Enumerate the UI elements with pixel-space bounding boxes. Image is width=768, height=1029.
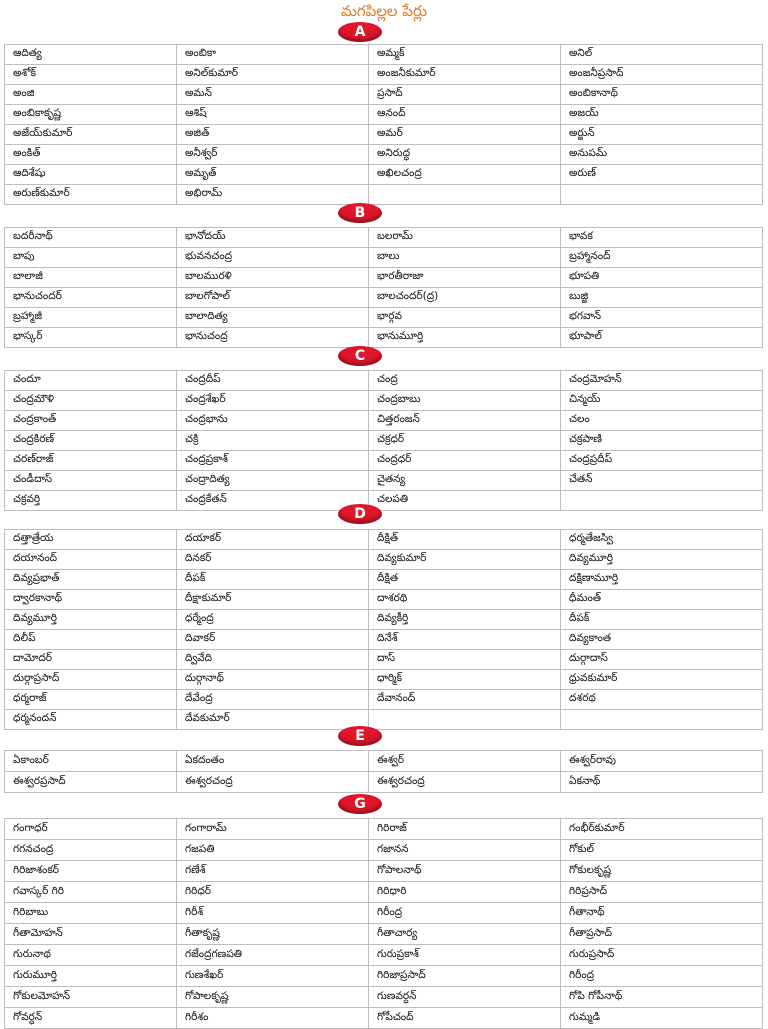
names-table-c xyxy=(4,370,763,511)
name-cell: గీతాకృష్ణ xyxy=(177,924,369,945)
name-cell: చిత్తరంజన్ xyxy=(369,411,561,431)
name-cell xyxy=(561,710,763,730)
name-cell: బాలాజీ xyxy=(5,268,177,288)
name-cell: అమర్ xyxy=(369,125,561,145)
table-row xyxy=(5,819,763,840)
name-cell xyxy=(369,185,561,205)
table-row xyxy=(5,751,763,772)
table-row xyxy=(5,530,763,550)
name-cell: గంగాధర్ xyxy=(5,819,177,840)
table-row xyxy=(5,1008,763,1029)
name-cell: భూపతి xyxy=(561,268,763,288)
name-cell: దయాకర్ xyxy=(177,530,369,550)
section-badge-d: D xyxy=(338,504,382,524)
section-badge-b: B xyxy=(338,203,382,223)
name-cell: గిరీశం xyxy=(177,1008,369,1029)
table-row xyxy=(5,670,763,690)
table-row xyxy=(5,125,763,145)
name-cell: చంద్రప్రదీప్ xyxy=(561,451,763,471)
name-cell: బాలమురళి xyxy=(177,268,369,288)
name-cell: బాపు xyxy=(5,248,177,268)
name-cell: చండీదాస్ xyxy=(5,471,177,491)
name-cell: గోపాలకృష్ణ xyxy=(177,987,369,1008)
name-cell: గోకుల్ xyxy=(561,840,763,861)
table-row xyxy=(5,903,763,924)
name-cell: అనిల్ xyxy=(561,45,763,65)
name-cell: దుర్గాప్రసాద్ xyxy=(5,670,177,690)
table-row xyxy=(5,945,763,966)
name-cell: చంద్రశేఖర్ xyxy=(177,391,369,411)
name-cell: గంభీర్‌కుమార్ xyxy=(561,819,763,840)
name-cell: దివ్యప్రభాత్ xyxy=(5,570,177,590)
name-cell: గిరీంద్ర xyxy=(369,903,561,924)
name-cell: గోపీచంద్ xyxy=(369,1008,561,1029)
table-row xyxy=(5,145,763,165)
table-row xyxy=(5,650,763,670)
name-cell: అంజి xyxy=(5,85,177,105)
table-row xyxy=(5,570,763,590)
names-table-b xyxy=(4,227,763,348)
name-cell: చంద్ర xyxy=(369,371,561,391)
name-cell: చంద్రప్రకాశ్ xyxy=(177,451,369,471)
name-cell xyxy=(561,491,763,511)
name-cell: బాలు xyxy=(369,248,561,268)
table-row xyxy=(5,288,763,308)
name-cell: భానుమూర్తి xyxy=(369,328,561,348)
section-badge-c: C xyxy=(338,346,382,366)
name-cell: గజానన xyxy=(369,840,561,861)
name-cell: చరణ్‌రాజ్ xyxy=(5,451,177,471)
name-cell: ధ్రువకుమార్ xyxy=(561,670,763,690)
name-cell: ఆదిత్య xyxy=(5,45,177,65)
name-cell: ఈశ్వరచంద్ర xyxy=(177,772,369,793)
name-cell: బాలగోపాల్ xyxy=(177,288,369,308)
table-row xyxy=(5,248,763,268)
name-cell: ఏకాంబర్ xyxy=(5,751,177,772)
name-cell: గోకులమోహన్ xyxy=(5,987,177,1008)
name-cell: దేవకుమార్ xyxy=(177,710,369,730)
name-cell: ఏకదంతం xyxy=(177,751,369,772)
name-cell: దుర్గాదాస్ xyxy=(561,650,763,670)
name-cell: ఏకనాథ్ xyxy=(561,772,763,793)
name-cell: అంజనీప్రసాద్ xyxy=(561,65,763,85)
name-cell: ప్రసాద్ xyxy=(369,85,561,105)
name-cell: గోపాలనాథ్ xyxy=(369,861,561,882)
name-cell: గుణవర్ధన్ xyxy=(369,987,561,1008)
name-cell: చంద్రకాంత్ xyxy=(5,411,177,431)
table-row xyxy=(5,471,763,491)
name-cell: ఆశిష్ xyxy=(177,105,369,125)
name-cell: దేవేంద్ర xyxy=(177,690,369,710)
name-cell: అరుణ్‌కుమార్ xyxy=(5,185,177,205)
table-row xyxy=(5,165,763,185)
name-cell: దామోదర్ xyxy=(5,650,177,670)
name-cell: దీపక్ xyxy=(561,610,763,630)
table-row xyxy=(5,328,763,348)
table-row xyxy=(5,371,763,391)
name-cell: అజయ్ xyxy=(561,105,763,125)
name-cell: అంబికానాథ్ xyxy=(561,85,763,105)
table-row xyxy=(5,85,763,105)
name-cell: అంబికాకృష్ణ xyxy=(5,105,177,125)
name-cell: చైతన్య xyxy=(369,471,561,491)
table-row xyxy=(5,65,763,85)
name-cell: దక్షిణామూర్తి xyxy=(561,570,763,590)
name-cell: దుర్గానాథ్ xyxy=(177,670,369,690)
name-cell: అనిల్‌కుమార్ xyxy=(177,65,369,85)
name-cell: ధార్మిక్ xyxy=(369,670,561,690)
name-cell: ఈశ్వరచంద్ర xyxy=(369,772,561,793)
name-cell: దివ్యకీర్తి xyxy=(369,610,561,630)
name-cell: భార్గవ xyxy=(369,308,561,328)
name-cell: అజిత్ xyxy=(177,125,369,145)
name-cell: దత్తాత్రేయ xyxy=(5,530,177,550)
name-cell: ఈశ్వర్‌రావు xyxy=(561,751,763,772)
names-table-e xyxy=(4,750,763,793)
table-row xyxy=(5,924,763,945)
name-cell: అంకిత్ xyxy=(5,145,177,165)
table-row xyxy=(5,630,763,650)
name-cell: దేవానంద్ xyxy=(369,690,561,710)
name-cell: గిరిధారి xyxy=(369,882,561,903)
name-cell: గీతాచార్య xyxy=(369,924,561,945)
name-cell: చక్రపాణి xyxy=(561,431,763,451)
name-cell: గుణశేఖర్ xyxy=(177,966,369,987)
name-cell: భావక xyxy=(561,228,763,248)
name-cell: అజేయ్‌కుమార్ xyxy=(5,125,177,145)
name-cell: గిరిజాప్రసాద్ xyxy=(369,966,561,987)
name-cell: అఖిలచంద్ర xyxy=(369,165,561,185)
name-cell: చంద్రమోహన్ xyxy=(561,371,763,391)
name-cell: ఆనంద్ xyxy=(369,105,561,125)
table-row xyxy=(5,431,763,451)
name-cell: బ్రహ్మాజీ xyxy=(5,308,177,328)
name-cell: గజపతి xyxy=(177,840,369,861)
name-cell: గణేశ్ xyxy=(177,861,369,882)
name-cell xyxy=(369,710,561,730)
name-cell: బ్రహ్మానంద్ xyxy=(561,248,763,268)
name-cell: ధీమంత్ xyxy=(561,590,763,610)
name-cell: గోపి గోపీనాథ్ xyxy=(561,987,763,1008)
name-cell: చంద్రకిరణ్ xyxy=(5,431,177,451)
name-cell: దశరథ xyxy=(561,690,763,710)
name-cell: దివాకర్ xyxy=(177,630,369,650)
name-cell: అరుణ్ xyxy=(561,165,763,185)
name-cell: గవాస్కర్ గిరి xyxy=(5,882,177,903)
table-row xyxy=(5,268,763,288)
name-cell: దాశరథి xyxy=(369,590,561,610)
name-cell: ధర్మతేజస్వి xyxy=(561,530,763,550)
name-cell: భానుచందర్ xyxy=(5,288,177,308)
name-cell: గురునాథ xyxy=(5,945,177,966)
name-cell: ధర్మరాజ్ xyxy=(5,690,177,710)
name-cell: గురుప్రకాశ్ xyxy=(369,945,561,966)
table-row xyxy=(5,308,763,328)
name-cell: చంద్రభాను xyxy=(177,411,369,431)
name-cell: దీక్షిత్ xyxy=(369,530,561,550)
table-row xyxy=(5,861,763,882)
name-cell: అనుపమ్ xyxy=(561,145,763,165)
name-cell: ద్వారకానాథ్ xyxy=(5,590,177,610)
name-cell: బుజ్జి xyxy=(561,288,763,308)
table-row xyxy=(5,411,763,431)
name-cell: దివ్యమూర్తి xyxy=(5,610,177,630)
name-cell: గీతామోహన్ xyxy=(5,924,177,945)
names-table-g xyxy=(4,818,763,1029)
name-cell: గిరిబాబు xyxy=(5,903,177,924)
name-cell: భానుచంద్ర xyxy=(177,328,369,348)
name-cell: చలపతి xyxy=(369,491,561,511)
name-cell: గోకులకృష్ణ xyxy=(561,861,763,882)
name-cell: చంద్రధర్ xyxy=(369,451,561,471)
table-row xyxy=(5,710,763,730)
name-cell: దాస్ xyxy=(369,650,561,670)
name-cell: భూపాల్ xyxy=(561,328,763,348)
name-cell: ఈశ్వర్ xyxy=(369,751,561,772)
name-cell: చేతన్ xyxy=(561,471,763,491)
name-cell: బాలాదిత్య xyxy=(177,308,369,328)
name-cell: అమన్ xyxy=(177,85,369,105)
name-cell: గిరిప్రసాద్ xyxy=(561,882,763,903)
name-cell: గురుప్రసాద్ xyxy=(561,945,763,966)
name-cell: గీతానాథ్ xyxy=(561,903,763,924)
name-cell: భువనచంద్ర xyxy=(177,248,369,268)
name-cell: చక్రి xyxy=(177,431,369,451)
table-row xyxy=(5,491,763,511)
name-cell: చంద్రాదిత్య xyxy=(177,471,369,491)
name-cell: అంబికా xyxy=(177,45,369,65)
name-cell: బలరామ్ xyxy=(369,228,561,248)
name-cell: గజేంద్రగణపతి xyxy=(177,945,369,966)
name-cell: బాలచందర్(ద్ర) xyxy=(369,288,561,308)
table-row xyxy=(5,228,763,248)
name-cell: చలం xyxy=(561,411,763,431)
name-cell: దిలీప్ xyxy=(5,630,177,650)
name-cell: భానోదయ్ xyxy=(177,228,369,248)
names-table-a xyxy=(4,44,763,205)
name-cell: దీపక్ xyxy=(177,570,369,590)
name-cell: దినేశ్ xyxy=(369,630,561,650)
name-cell: గిరిరాజ్ xyxy=(369,819,561,840)
names-table-d xyxy=(4,529,763,730)
table-row xyxy=(5,840,763,861)
section-badge-g: G xyxy=(338,794,382,814)
table-row xyxy=(5,451,763,471)
table-row xyxy=(5,391,763,411)
section-badge-a: A xyxy=(338,22,382,42)
name-cell: అంజనీకుమార్ xyxy=(369,65,561,85)
name-cell: అశోక్ xyxy=(5,65,177,85)
name-cell: చంద్రకేతన్ xyxy=(177,491,369,511)
name-cell: గిరీంద్ర xyxy=(561,966,763,987)
name-cell: భగవాన్ xyxy=(561,308,763,328)
name-cell: గగనచంద్ర xyxy=(5,840,177,861)
name-cell: దీక్షిత xyxy=(369,570,561,590)
name-cell: అర్జున్ xyxy=(561,125,763,145)
name-cell: గుమ్మడి xyxy=(561,1008,763,1029)
name-cell: దివ్యమూర్తి xyxy=(561,550,763,570)
name-cell: గిరిజాశంకర్ xyxy=(5,861,177,882)
name-cell: అభిరామ్ xyxy=(177,185,369,205)
table-row xyxy=(5,772,763,793)
name-cell: గంగారామ్ xyxy=(177,819,369,840)
name-cell: అమృత్ xyxy=(177,165,369,185)
name-cell: భాస్కర్ xyxy=(5,328,177,348)
name-cell: దివ్యకాంత xyxy=(561,630,763,650)
name-cell: గోవర్ధన్ xyxy=(5,1008,177,1029)
table-row xyxy=(5,185,763,205)
table-row xyxy=(5,105,763,125)
name-cell: అనీశ్వర్ xyxy=(177,145,369,165)
table-row xyxy=(5,45,763,65)
name-cell: ఈశ్వరప్రసాద్ xyxy=(5,772,177,793)
name-cell: అనిరుద్ధ xyxy=(369,145,561,165)
name-cell: గురుమూర్తి xyxy=(5,966,177,987)
name-cell: చక్రవర్తి xyxy=(5,491,177,511)
table-row xyxy=(5,987,763,1008)
table-row xyxy=(5,590,763,610)
table-row xyxy=(5,690,763,710)
name-cell: చిన్మయ్ xyxy=(561,391,763,411)
name-cell: ధర్మేంద్ర xyxy=(177,610,369,630)
name-cell: దయానంద్ xyxy=(5,550,177,570)
table-row xyxy=(5,550,763,570)
name-cell: ద్వివేది xyxy=(177,650,369,670)
name-cell: చందూ xyxy=(5,371,177,391)
table-row xyxy=(5,882,763,903)
table-row xyxy=(5,610,763,630)
name-cell: చంద్రబాబు xyxy=(369,391,561,411)
name-cell: దినకర్ xyxy=(177,550,369,570)
name-cell: భారతీరాజా xyxy=(369,268,561,288)
name-cell: అమ్మక్ xyxy=(369,45,561,65)
name-cell: ఆదిశేషు xyxy=(5,165,177,185)
name-cell: బదరీనాథ్ xyxy=(5,228,177,248)
table-row xyxy=(5,966,763,987)
name-cell: దీక్షాకుమార్ xyxy=(177,590,369,610)
name-cell: దివ్యకుమార్ xyxy=(369,550,561,570)
name-cell: గిరీశ్ xyxy=(177,903,369,924)
name-cell xyxy=(561,185,763,205)
name-cell: చంద్రమౌళి xyxy=(5,391,177,411)
name-cell: చక్రధర్ xyxy=(369,431,561,451)
name-cell: గీతాప్రసాద్ xyxy=(561,924,763,945)
name-cell: ధర్మనందన్ xyxy=(5,710,177,730)
section-badge-e: E xyxy=(338,726,382,746)
page-title: మగపిల్లల పేర్లు xyxy=(340,2,428,20)
name-cell: గిరిధర్ xyxy=(177,882,369,903)
name-cell: చంద్రదీప్ xyxy=(177,371,369,391)
